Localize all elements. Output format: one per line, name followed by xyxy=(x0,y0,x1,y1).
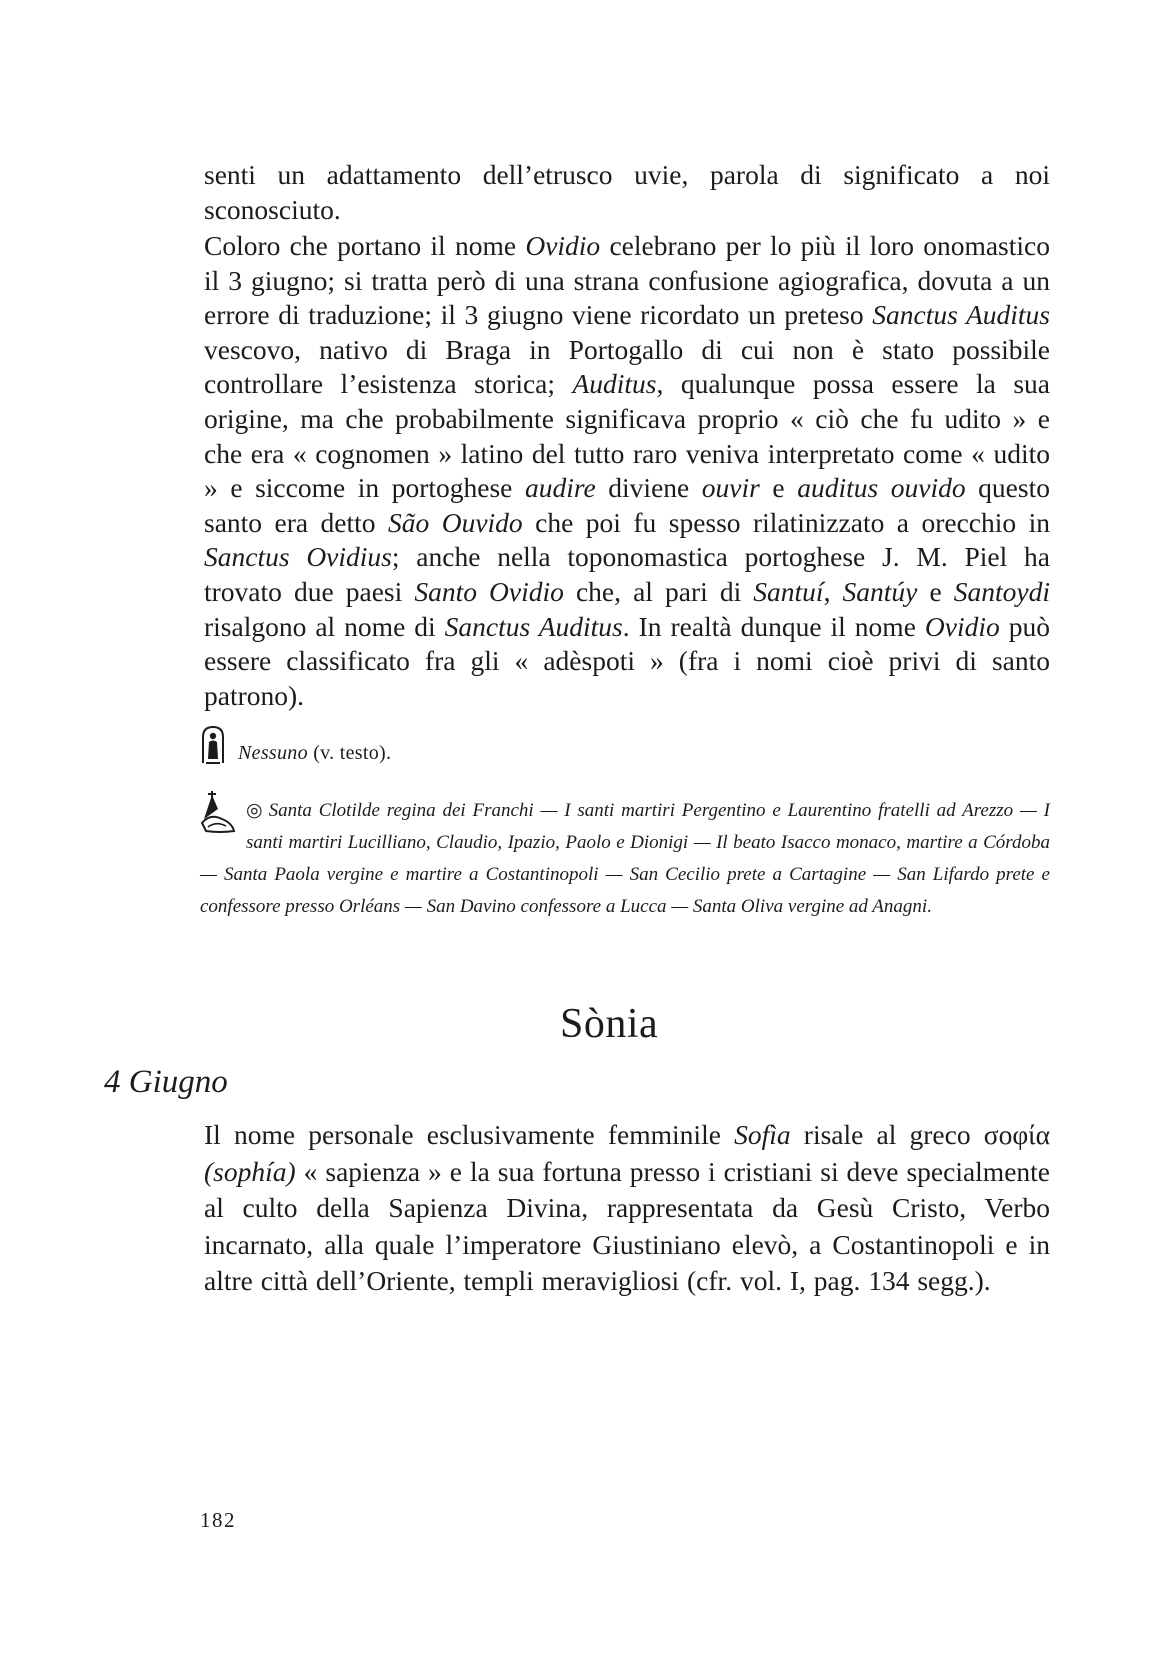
text-run: e xyxy=(759,472,798,504)
patron-saint-icon xyxy=(200,725,226,770)
patron-note: (v. testo). xyxy=(313,741,392,764)
saints-section xyxy=(200,727,1050,923)
text-run: può essere classificato fra gli « adèspoti » (fra i nomi cioè privi di santo patrono). xyxy=(204,610,1050,711)
feast-day-icon xyxy=(198,789,238,844)
text-run: e xyxy=(917,575,954,607)
text-run: risale al greco σοφία xyxy=(790,1119,1050,1150)
feast-date-label: 4 Giugno xyxy=(104,1064,228,1100)
italic-term: Sanctus Ovidius xyxy=(204,541,392,573)
text-run: vescovo, nativo di Braga in Portogallo di cui non è stato possibile controllare l’esistenza storica; xyxy=(204,333,1050,400)
paragraph-continuation xyxy=(204,158,1050,227)
paragraph-ovidio xyxy=(204,229,1050,713)
name-heading: Sònia xyxy=(560,1001,659,1047)
text-run: risalgono al nome di xyxy=(204,610,445,642)
text-run: Coloro che portano il nome xyxy=(204,230,526,261)
text-run: questo santo era detto xyxy=(204,472,1050,538)
paragraph-1-text: senti un adattamento dell’etrusco uvie, parola di significato a noi sconosciuto. xyxy=(204,159,1050,225)
text-run: , qualunque possa essere la sua origine, ma che probabilmente significava proprio « ciò che fu udito » e che era « cognomen » latino del tutto raro veniva interpretato come « udito » e siccome in portoghese xyxy=(204,368,1050,504)
text-run: Il nome personale esclusivamente femminile xyxy=(204,1119,735,1150)
text-run: celebrano per lo più il loro onomastico il 3 giugno; si tratta però di una strana confusione agiografica, dovuta a un errore di traduzione; il 3 giugno viene ricordato un preteso xyxy=(204,230,1050,331)
italic-term: Ovidio xyxy=(525,230,601,261)
italic-term: auditus ouvido xyxy=(797,472,966,504)
italic-term: (sophía) xyxy=(204,1155,296,1187)
text-run: che poi fu spesso rilatinizzato a orecchio in xyxy=(522,506,1050,538)
italic-term: ouvir xyxy=(701,472,760,504)
text-run: , xyxy=(823,575,843,607)
italic-term: Sanctus Auditus xyxy=(444,610,623,642)
italic-term: Ovidio xyxy=(924,610,1000,642)
text-run: « sapienza » e la sua fortuna presso i cristiani si deve specialmente al culto della Sapienza Divina, rappresentata da Gesù Cristo, Verbo incarnato, alla quale l’imperatore Giustiniano elevò, a Costantinopoli e in altre città dell’Oriente, templi meravigliosi (cfr. vol. I, pag. 134 segg.). xyxy=(204,1155,1050,1296)
italic-term: Santo Ovidio xyxy=(414,575,564,607)
text-run: . In realtà dunque il nome xyxy=(622,610,925,642)
italic-term: Santuí xyxy=(753,575,824,607)
paragraph-sonia xyxy=(204,1117,1050,1300)
patron-text xyxy=(238,742,391,765)
text-run: ; anche nella toponomastica portoghese J. M. Piel ha trovato due paesi xyxy=(204,541,1050,607)
italic-term: Sofìa xyxy=(734,1119,791,1150)
page-number: 182 xyxy=(200,1508,236,1532)
italic-term: Santúy xyxy=(842,575,918,607)
italic-term: Sanctus Auditus xyxy=(872,299,1050,331)
patron-name: Nessuno xyxy=(238,741,308,764)
feast-days xyxy=(200,795,1050,923)
italic-term: Santoydi xyxy=(953,575,1050,607)
feast-symbol: ◎ xyxy=(246,800,265,821)
feast-list-text: Santa Clotilde regina dei Franchi — I santi martiri Pergentino e Laurentino fratelli ad Arezzo — I santi martiri Lucilliano, Claudio, Ipazio, Paolo e Dionigi — Il beato Isacco monaco, martire a Córdoba — Santa Paola vergine e martire a Costantinopoli — San Cecilio prete a Cartagine — San Lifardo prete e confessore presso Orléans — San Davino confessore a Lucca — Santa Oliva vergine ad Anagni. xyxy=(200,800,1050,917)
italic-term: audire xyxy=(524,472,596,504)
italic-term: Auditus xyxy=(572,368,657,400)
text-run: diviene xyxy=(595,472,702,504)
text-run: che, al pari di xyxy=(563,575,754,607)
italic-term: São Ouvido xyxy=(388,506,523,538)
patron-row xyxy=(200,727,1050,767)
